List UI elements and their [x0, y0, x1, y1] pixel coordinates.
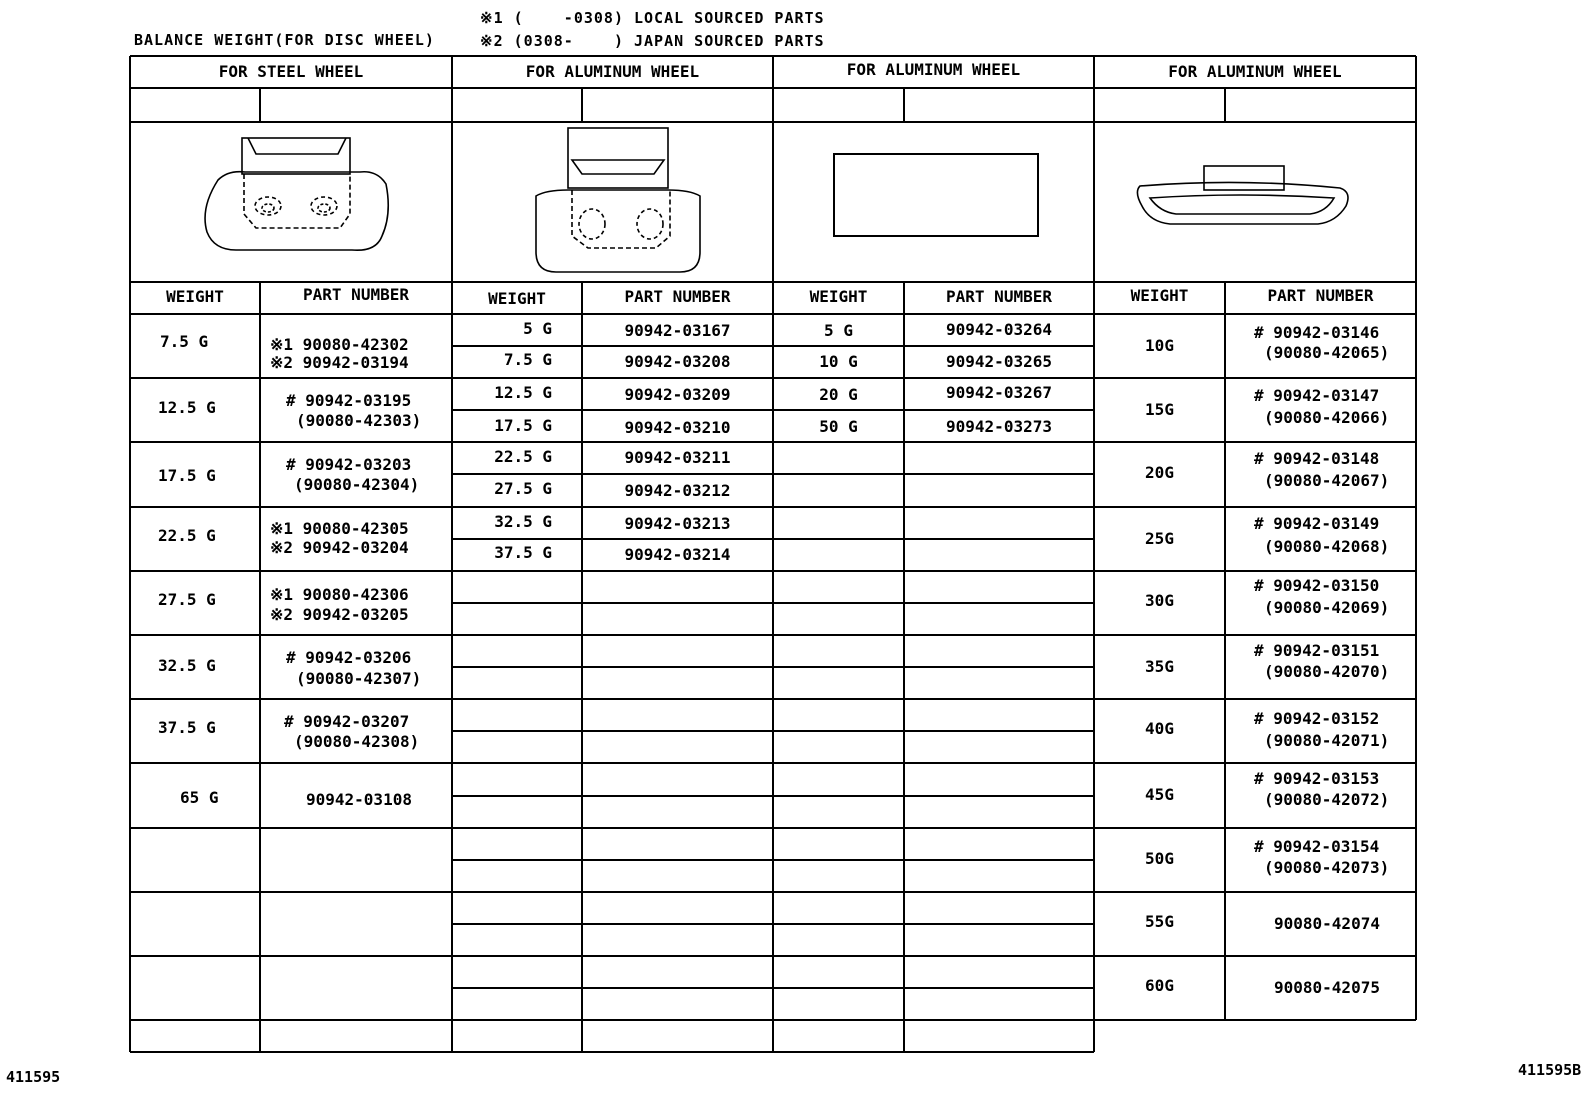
note-local-sourced: ※1 ( -0308) LOCAL SOURCED PARTS — [480, 9, 825, 27]
alum2-weight: 20 G — [819, 385, 858, 404]
alum3-part-number-alt: (90080-42067) — [1264, 471, 1390, 490]
curved-weight-icon — [1137, 166, 1348, 224]
steel-part-number: # 90942-03203 — [286, 455, 412, 474]
alum3-weight: 30G — [1145, 591, 1174, 610]
alum3-part-number: 90080-42075 — [1274, 978, 1380, 997]
alum1-weight: 37.5 G — [494, 543, 552, 562]
alum3-part-number: # 90942-03154 — [1254, 837, 1380, 856]
alum3-part-number-alt: (90080-42068) — [1264, 537, 1390, 556]
alum3-part-number-alt: (90080-42072) — [1264, 790, 1390, 809]
alum1-weight: 27.5 G — [494, 479, 552, 498]
alum3-part-number: # 90942-03147 — [1254, 386, 1380, 405]
alum2-weight: 10 G — [819, 352, 858, 371]
alum1-part-number: 90942-03211 — [624, 448, 731, 467]
alum3-weight: 55G — [1145, 912, 1174, 931]
alum1-part-number: 90942-03167 — [624, 321, 731, 340]
steel-part-number: ※1 90080-42302 — [270, 335, 409, 354]
steel-part-number-alt: (90080-42308) — [294, 732, 420, 751]
drawing-title: BALANCE WEIGHT(FOR DISC WHEEL) — [134, 31, 435, 49]
aluminum-clip-weight-icon — [536, 128, 700, 272]
steel-weight: 65 G — [180, 788, 219, 807]
alum3-weight: 10G — [1145, 336, 1174, 355]
steel-weight-label: WEIGHT — [166, 287, 224, 306]
steel-part-number-alt: ※2 90942-03194 — [270, 353, 409, 372]
steel-weight: 7.5 G — [160, 332, 209, 351]
drawing-code-right: 411595B — [1518, 1061, 1582, 1079]
alum3-part-number-alt: (90080-42073) — [1264, 858, 1390, 877]
steel-part-number: ※1 90080-42306 — [270, 585, 409, 604]
aluminum-wheel-header-2: FOR ALUMINUM WHEEL — [846, 60, 1021, 79]
alum1-part-number: 90942-03213 — [624, 514, 731, 533]
alum1-weight: 12.5 G — [494, 383, 552, 402]
alum3-part-number: # 90942-03146 — [1254, 323, 1380, 342]
alum2-weight: 50 G — [819, 417, 858, 436]
alum1-weight: 5 G — [523, 319, 552, 338]
aluminum-wheel-header-3: FOR ALUMINUM WHEEL — [1168, 62, 1342, 81]
steel-weight: 37.5 G — [158, 718, 216, 737]
steel-part-number-alt: (90080-42307) — [296, 669, 422, 688]
alum1-weight-label: WEIGHT — [488, 289, 546, 308]
alum3-part-number-label: PART NUMBER — [1267, 286, 1374, 305]
steel-part-number-alt: ※2 90942-03205 — [270, 605, 409, 624]
steel-weight: 17.5 G — [158, 466, 216, 485]
adhesive-weight-icon — [834, 154, 1038, 236]
alum1-weight: 17.5 G — [494, 416, 552, 435]
alum3-part-number: # 90942-03150 — [1254, 576, 1380, 595]
alum3-weight-label: WEIGHT — [1130, 286, 1189, 305]
aluminum-wheel-header-1: FOR ALUMINUM WHEEL — [525, 62, 700, 81]
drawing-code-left: 411595 — [6, 1068, 61, 1086]
alum3-part-number: 90080-42074 — [1274, 914, 1380, 933]
steel-part-number-alt: (90080-42303) — [296, 411, 422, 430]
alum1-part-number: 90942-03210 — [624, 418, 731, 437]
alum3-weight: 40G — [1145, 719, 1174, 738]
alum1-part-number: 90942-03214 — [624, 545, 731, 564]
steel-weight: 22.5 G — [158, 526, 216, 545]
alum3-part-number: # 90942-03151 — [1254, 641, 1380, 660]
alum1-weight: 22.5 G — [494, 447, 552, 466]
alum3-part-number: # 90942-03152 — [1254, 709, 1380, 728]
alum3-weight: 50G — [1145, 849, 1174, 868]
alum1-weight: 32.5 G — [494, 512, 552, 531]
alum2-part-number: 90942-03265 — [946, 352, 1052, 371]
alum2-part-number: 90942-03267 — [946, 383, 1052, 402]
steel-weight: 32.5 G — [158, 656, 216, 675]
alum3-weight: 60G — [1145, 976, 1174, 995]
steel-part-number: # 90942-03195 — [286, 391, 412, 410]
alum3-part-number-alt: (90080-42065) — [1264, 343, 1390, 362]
steel-part-number-alt: ※2 90942-03204 — [270, 538, 409, 557]
alum3-weight: 15G — [1145, 400, 1174, 419]
steel-clip-weight-icon — [205, 138, 388, 250]
alum1-part-number-label: PART NUMBER — [624, 287, 731, 306]
alum1-part-number: 90942-03208 — [624, 352, 731, 371]
steel-part-number-label: PART NUMBER — [303, 285, 409, 304]
alum3-weight: 20G — [1145, 463, 1174, 482]
alum3-weight: 25G — [1145, 529, 1174, 548]
alum1-part-number: 90942-03209 — [624, 385, 731, 404]
alum3-part-number: # 90942-03153 — [1254, 769, 1380, 788]
note-japan-sourced: ※2 (0308- ) JAPAN SOURCED PARTS — [480, 32, 825, 50]
alum2-part-number: 90942-03264 — [946, 320, 1052, 339]
alum3-part-number: # 90942-03149 — [1254, 514, 1380, 533]
alum2-weight: 5 G — [824, 321, 853, 340]
alum1-part-number: 90942-03212 — [624, 481, 731, 500]
steel-part-number: 90942-03108 — [306, 790, 412, 809]
steel-part-number: # 90942-03206 — [286, 648, 412, 667]
alum3-part-number-alt: (90080-42069) — [1264, 598, 1390, 617]
alum2-part-number-label: PART NUMBER — [946, 287, 1052, 306]
alum3-part-number-alt: (90080-42070) — [1264, 662, 1390, 681]
steel-part-number-alt: (90080-42304) — [294, 475, 420, 494]
alum2-part-number: 90942-03273 — [946, 417, 1052, 436]
alum2-weight-label: WEIGHT — [809, 287, 868, 306]
alum1-weight: 7.5 G — [503, 350, 552, 369]
steel-part-number: # 90942-03207 — [284, 712, 410, 731]
alum3-weight: 35G — [1145, 657, 1174, 676]
steel-part-number: ※1 90080-42305 — [270, 519, 409, 538]
alum3-weight: 45G — [1145, 785, 1174, 804]
alum3-part-number-alt: (90080-42066) — [1264, 408, 1390, 427]
alum3-part-number-alt: (90080-42071) — [1264, 731, 1390, 750]
steel-wheel-header: FOR STEEL WHEEL — [218, 62, 364, 81]
alum3-part-number: # 90942-03148 — [1254, 449, 1380, 468]
steel-weight: 27.5 G — [158, 590, 216, 609]
steel-weight: 12.5 G — [158, 398, 216, 417]
